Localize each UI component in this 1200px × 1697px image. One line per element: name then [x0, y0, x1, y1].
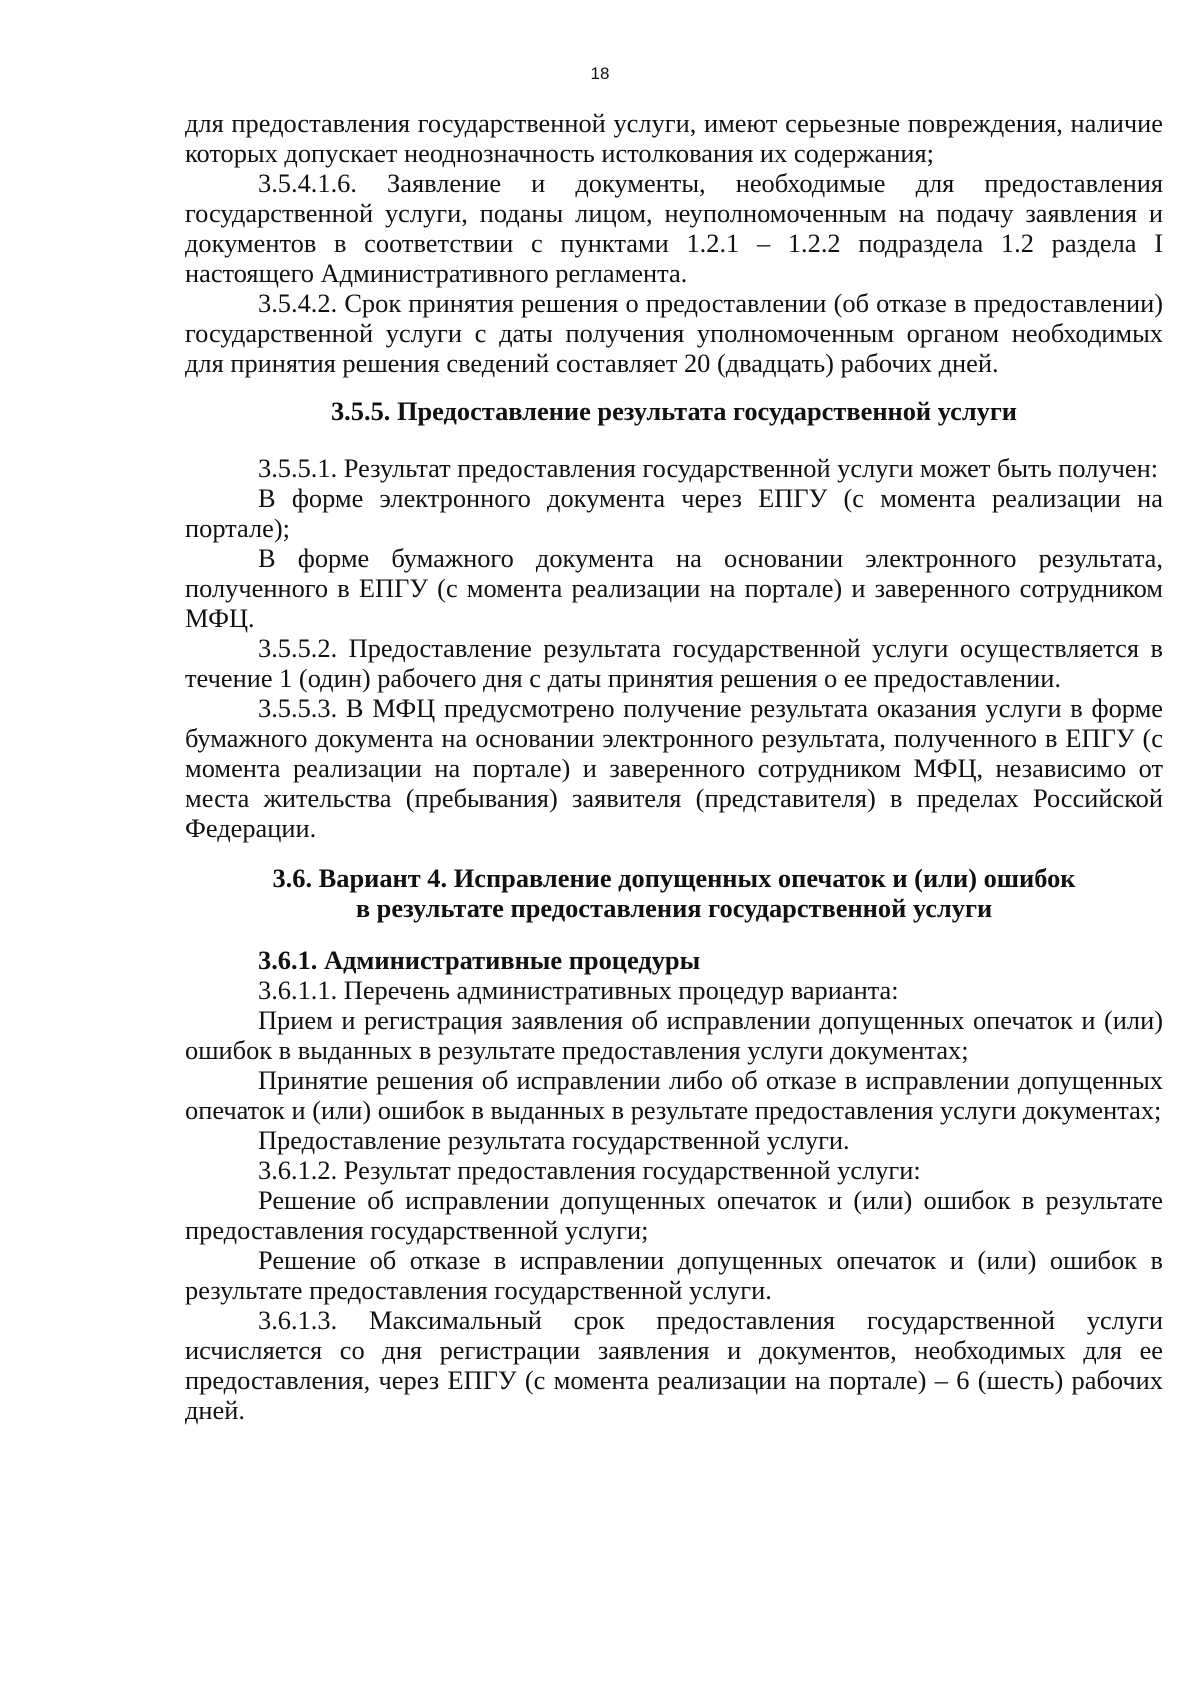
paragraph-procedure-result: Предоставление результата государственной услуги.	[258, 1125, 850, 1155]
paragraph-3-6-1-1: 3.6.1.1. Перечень административных процедур варианта:	[258, 975, 899, 1005]
paragraph-result-refusal: Решение об отказе в исправлении допущенных опечаток и (или) ошибок в результате предоставления государственной услуги.	[185, 1245, 1163, 1305]
paragraph-3-5-4-1-6: 3.5.4.1.6. Заявление и документы, необходимые для предоставления государственной услуги, поданы лицом, неуполномоченным на подачу заявления и документов в соответствии с пунктами 1.2.1 – 1.2.2 подраздела 1.2 раздела I настоящего Административного регламента.	[185, 168, 1163, 288]
page-number: 18	[590, 64, 610, 83]
paragraph-3-5-4-2: 3.5.4.2. Срок принятия решения о предоставлении (об отказе в предоставлении) государственной услуги с даты получения уполномоченным органом необходимых для принятия решения сведений составляет 20 (двадцать) рабочих дней.	[185, 288, 1163, 378]
paragraph-3-6-1-3: 3.6.1.3. Максимальный срок предоставления государственной услуги исчисляется со дня регистрации заявления и документов, необходимых для ее предоставления, через ЕПГУ (с момента реализации на портале) – 6 (шесть) рабочих дней.	[185, 1305, 1163, 1425]
section-heading-3-6-line-1: 3.6. Вариант 4. Исправление допущенных опечаток и (или) ошибок	[272, 863, 1076, 893]
paragraph-paper-form: В форме бумажного документа на основании электронного результата, полученного в ЕПГУ (с момента реализации на портале) и заверенного сотрудником МФЦ.	[185, 543, 1163, 633]
paragraph-3-6-1-2: 3.6.1.2. Результат предоставления государственной услуги:	[258, 1155, 921, 1185]
paragraph-procedure-registration: Прием и регистрация заявления об исправлении допущенных опечаток и (или) ошибок в выданных в результате предоставления услуги документах;	[185, 1005, 1163, 1065]
section-heading-3-6-line-2: в результате предоставления государственной услуги	[355, 893, 993, 923]
document-body	[185, 108, 1163, 1425]
paragraph-procedure-decision: Принятие решения об исправлении либо об отказе в исправлении допущенных опечаток и (или) ошибок в выданных в результате предоставления услуги документах;	[185, 1065, 1163, 1125]
subsection-heading-3-6-1: 3.6.1. Административные процедуры	[258, 945, 701, 975]
section-heading-3-6	[185, 863, 1163, 923]
section-heading-3-5-5: 3.5.5. Предоставление результата государственной услуги	[330, 396, 1018, 426]
paragraph-3-5-5-2: 3.5.5.2. Предоставление результата государственной услуги осуществляется в течение 1 (один) рабочего дня с даты принятия решения о ее предоставлении.	[185, 633, 1163, 693]
paragraph-continuation: для предоставления государственной услуги, имеют серьезные повреждения, наличие которых допускает неоднозначность истолкования их содержания;	[185, 108, 1163, 168]
paragraph-3-5-5-3: 3.5.5.3. В МФЦ предусмотрено получение результата оказания услуги в форме бумажного документа на основании электронного результата, полученного в ЕПГУ (с момента реализации на портале) и заверенного сотрудником МФЦ, независимо от места жительства (пребывания) заявителя (представителя) в пределах Российской Федерации.	[185, 693, 1163, 843]
paragraph-electronic-form: В форме электронного документа через ЕПГУ (с момента реализации на портале);	[185, 483, 1163, 543]
paragraph-3-5-5-1: 3.5.5.1. Результат предоставления государственной услуги может быть получен:	[258, 453, 1159, 483]
paragraph-result-correction: Решение об исправлении допущенных опечаток и (или) ошибок в результате предоставления государственной услуги;	[185, 1185, 1163, 1245]
